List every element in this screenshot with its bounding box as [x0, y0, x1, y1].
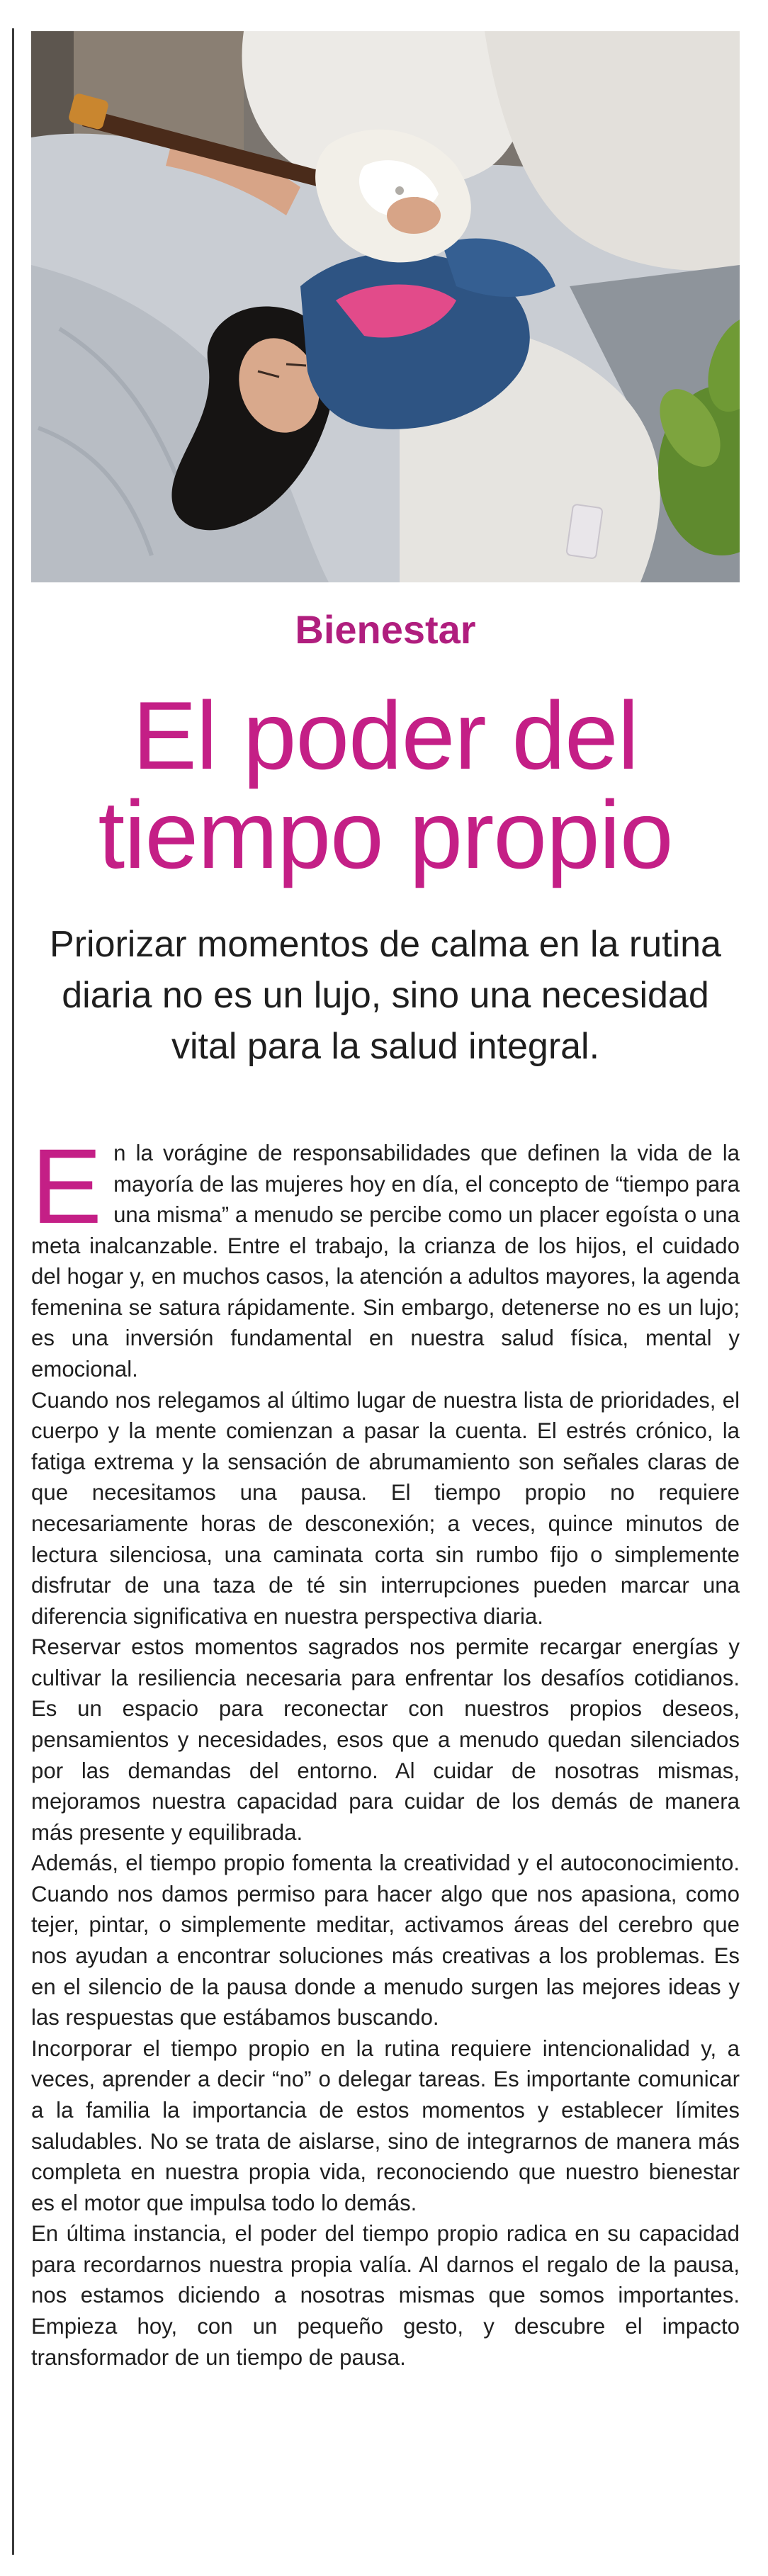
hero-photo: [31, 31, 740, 582]
paragraph: Incorporar el tiempo propio en la rutina requiere intencionalidad y, a veces, aprender a decir “no” o delegar tareas. Es importante comunicar a la familia la importancia de estos momentos y establecer límites saludables. No se trata de aislarse, sino de integrarnos de manera más completa en nuestra propia vida, reconociendo que nuestro bienestar es el motor que impulsa todo lo demás.: [31, 2035, 740, 2215]
drop-cap: E: [31, 1126, 103, 1245]
paragraph: [31, 1126, 740, 1385]
paragraph: Reservar estos momentos sagrados nos permite recargar energías y cultivar la resiliencia necesaria para enfrentar los desafíos cotidianos. Es un espacio para reconectar con nuestros propios deseos, pensamientos y necesidades, esos que a menudo quedan silenciados por las demandas del entorno. Al cuidar de nosotras mismas, mejoramos nuestra capacidad para cuidar de los demás de manera más presente y equilibrada.: [31, 1634, 740, 1845]
headline-line-2: tiempo propio: [98, 781, 673, 888]
paragraph: Además, el tiempo propio fomenta la creatividad y el autoconocimiento. Cuando nos damos permiso para hacer algo que nos apasiona, como tejer, pintar, o simplemente meditar, activamos áreas del cerebro que nos ayudan a encontrar soluciones más creativas a los problemas. Es en el silencio de la pausa donde a menudo surgen las mejores ideas y las respuestas que estábamos buscando.: [31, 1851, 740, 2030]
paragraph: En última instancia, el poder del tiempo propio radica en su capacidad para recordarnos nuestra propia valía. Al darnos el regalo de la pausa, nos estamos diciendo a nosotras mismas que somos importantes. Empieza hoy, con un pequeño gesto, y descubre el impacto transformador de un tiempo de pausa.: [31, 2221, 740, 2370]
section-label: Bienestar: [295, 607, 476, 652]
headline-line-1: El poder del: [132, 682, 638, 789]
woman-guitar-bed-illustration: [31, 31, 740, 582]
column-rule: [12, 28, 14, 2555]
paragraph: Cuando nos relegamos al último lugar de nuestra lista de prioridades, el cuerpo y la mente comienzan a pasar la cuenta. El estrés crónico, la fatiga extrema y la sensación de abrumamiento son señales claras de que necesitamos una pausa. El tiempo propio no requiere necesariamente horas de desconexión; a veces, quince minutos de lectura silenciosa, una caminata corta sin rumbo fijo o simplemente disfrutar de una taza de té sin interrupciones pueden marcar una diferencia significativa en nuestra perspectiva diaria.: [31, 1387, 740, 1629]
subtitle: Priorizar momentos de calma en la rutina diaria no es un lujo, sino una necesidad vital para la salud integral.: [50, 924, 721, 1067]
paragraph-text: n la vorágine de responsabilidades que definen la vida de la mayoría de las mujeres hoy en día, el concepto de “tiempo para una misma” a menudo se percibe como un placer egoísta o una meta inalcanzable. Entre el trabajo, la crianza de los hijos, el cuidado del hogar y, en muchos casos, la atención a adultos mayores, la agenda femenina se satura rápidamente. Sin embargo, detenerse no es un lujo; es una inversión fundamental en nuestra salud física, mental y emocional.: [31, 1141, 740, 1382]
headline: [31, 682, 740, 888]
article-body: [31, 1126, 740, 2373]
